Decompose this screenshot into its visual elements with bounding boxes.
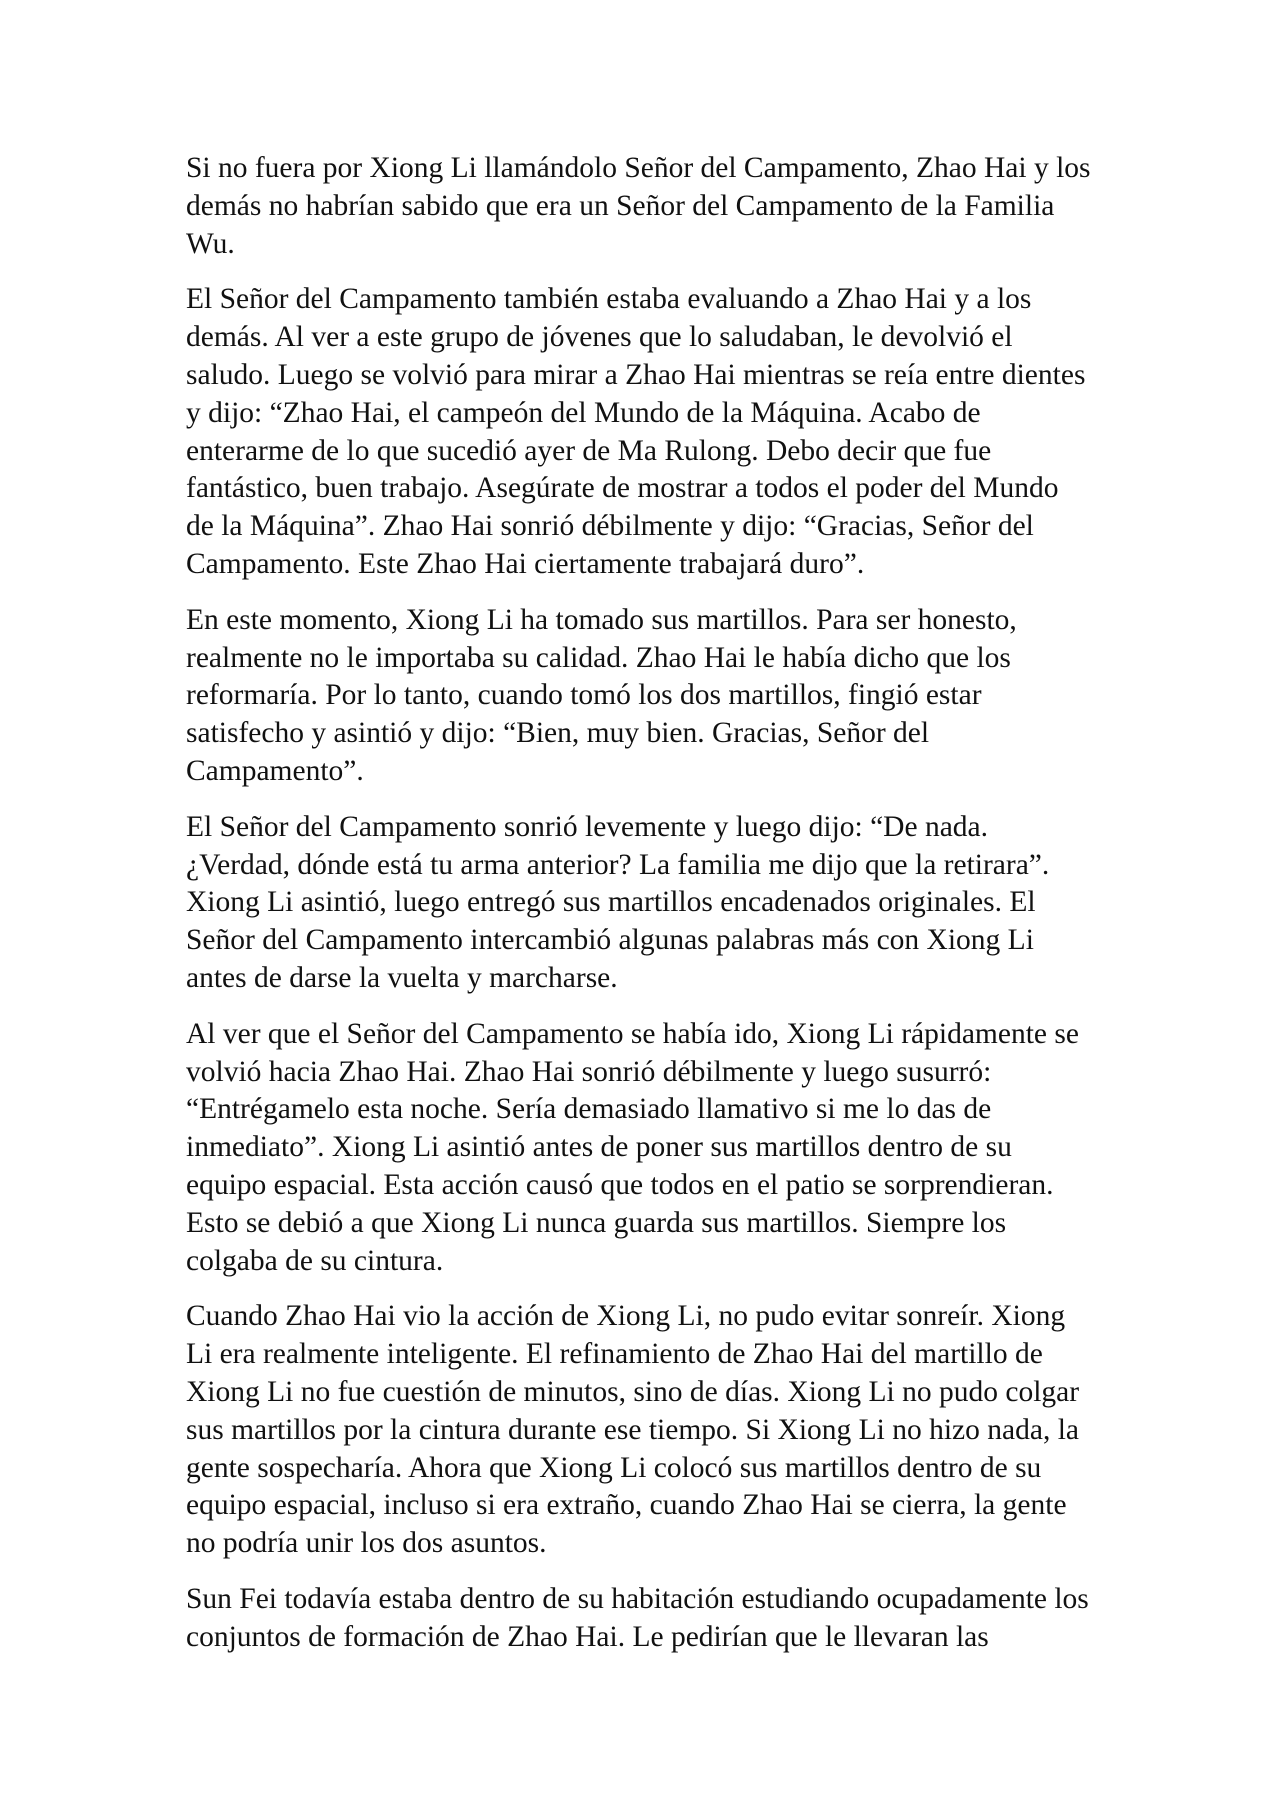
paragraph-1: Si no fuera por Xiong Li llamándolo Señor del Campamento, Zhao Hai y los demás no habrían sabido que era un Señor del Campamento de la Familia Wu.	[186, 152, 1091, 260]
document-body	[186, 150, 1116, 1674]
paragraph-5: Al ver que el Señor del Campamento se había ido, Xiong Li rápidamente se volvió hacia Zhao Hai. Zhao Hai sonrió débilmente y luego susurró: “Entrégamelo esta noche. Sería demasiado llamativo si me lo das de inmediato”. Xiong Li asintió antes de poner sus martillos dentro de su equipo espacial. Esta acción causó que todos en el patio se sorprendieran. Esto se debió a que Xiong Li nunca guarda sus martillos. Siempre los colgaba de su cintura.	[186, 1017, 1079, 1277]
paragraph-4: El Señor del Campamento sonrió levemente y luego dijo: “De nada. ¿Verdad, dónde está tu arma anterior? La familia me dijo que la retirara”. Xiong Li asintió, luego entregó sus martillos encadenados originales. El Señor del Campamento intercambió algunas palabras más con Xiong Li antes de darse la vuelta y marcharse.	[186, 810, 1050, 994]
paragraph-6: Cuando Zhao Hai vio la acción de Xiong Li, no pudo evitar sonreír. Xiong Li era realmente inteligente. El refinamiento de Zhao Hai del martillo de Xiong Li no fue cuestión de minutos, sino de días. Xiong Li no pudo colgar sus martillos por la cintura durante ese tiempo. Si Xiong Li no hizo nada, la gente sospecharía. Ahora que Xiong Li colocó sus martillos dentro de su equipo espacial, incluso si era extraño, cuando Zhao Hai se cierra, la gente no podría unir los dos asuntos.	[186, 1300, 1080, 1560]
paragraph-2: El Señor del Campamento también estaba evaluando a Zhao Hai y a los demás. Al ver a este grupo de jóvenes que lo saludaban, le devolvió el saludo. Luego se volvió para mirar a Zhao Hai mientras se reía entre dientes y dijo: “Zhao Hai, el campeón del Mundo de la Máquina. Acabo de enterarme de lo que sucedió ayer de Ma Rulong. Debo decir que fue fantástico, buen trabajo. Asegúrate de mostrar a todos el poder del Mundo de la Máquina”. Zhao Hai sonrió débilmente y dijo: “Gracias, Señor del Campamento. Este Zhao Hai ciertamente trabajará duro”.	[186, 283, 1086, 580]
paragraph-3: En este momento, Xiong Li ha tomado sus martillos. Para ser honesto, realmente no le importaba su calidad. Zhao Hai le había dicho que los reformaría. Por lo tanto, cuando tomó los dos martillos, fingió estar satisfecho y asintió y dijo: “Bien, muy bien. Gracias, Señor del Campamento”.	[186, 603, 1017, 787]
paragraph-7: Sun Fei todavía estaba dentro de su habitación estudiando ocupadamente los conjuntos de formación de Zhao Hai. Le pedirían que le llevaran las	[186, 1582, 1089, 1653]
